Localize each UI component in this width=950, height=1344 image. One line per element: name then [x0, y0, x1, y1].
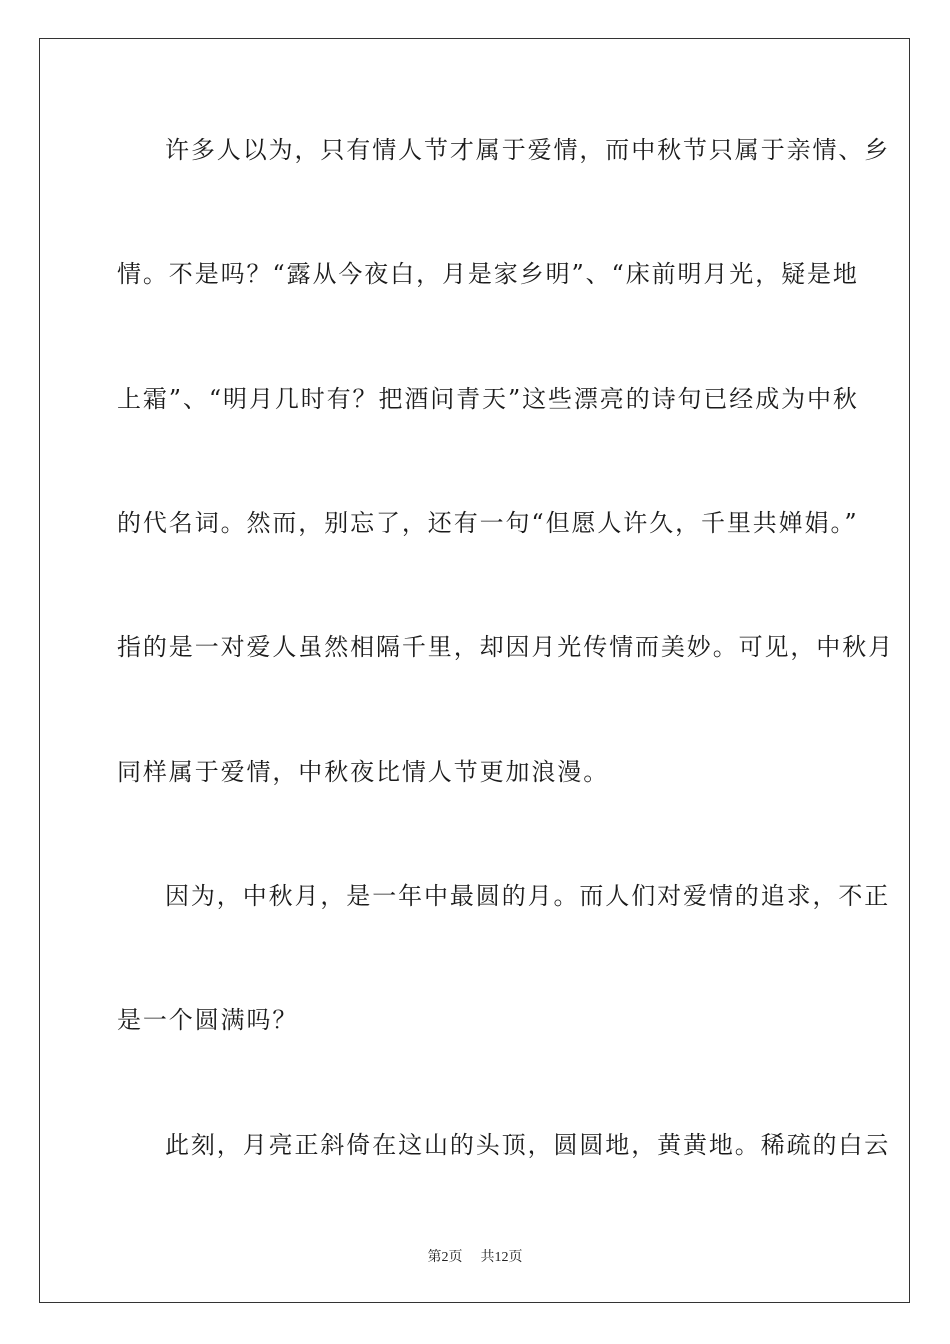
paragraph-line: 指的是一对爱人虽然相隔千里，却因月光传情而美妙。可见，中秋月	[117, 633, 894, 661]
page-total: 共12页	[480, 1250, 523, 1265]
paragraph-line: 是一个圆满吗？	[117, 1006, 299, 1034]
paragraph-line: 的代名词。然而，别忘了，还有一句“但愿人许久，千里共婵娟。”	[117, 509, 859, 537]
paragraph-line: 因为，中秋月，是一年中最圆的月。而人们对爱情的追求，不正	[165, 882, 891, 910]
paragraph-line: 情。不是吗？“露从今夜白，月是家乡明”、“床前明月光，疑是地	[117, 260, 859, 288]
paragraph-line: 上霜”、“明月几时有？把酒问青天”这些漂亮的诗句已经成为中秋	[117, 385, 859, 413]
page-border	[39, 38, 910, 1303]
paragraph-line: 此刻，月亮正斜倚在这山的头顶，圆圆地，黄黄地。稀疏的白云	[165, 1131, 891, 1159]
page-number: 第2页	[427, 1250, 463, 1265]
paragraph-line: 同样属于爱情，中秋夜比情人节更加浪漫。	[117, 758, 610, 786]
paragraph-line: 许多人以为，只有情人节才属于爱情，而中秋节只属于亲情、乡	[165, 136, 891, 164]
page-footer	[0, 1246, 950, 1266]
